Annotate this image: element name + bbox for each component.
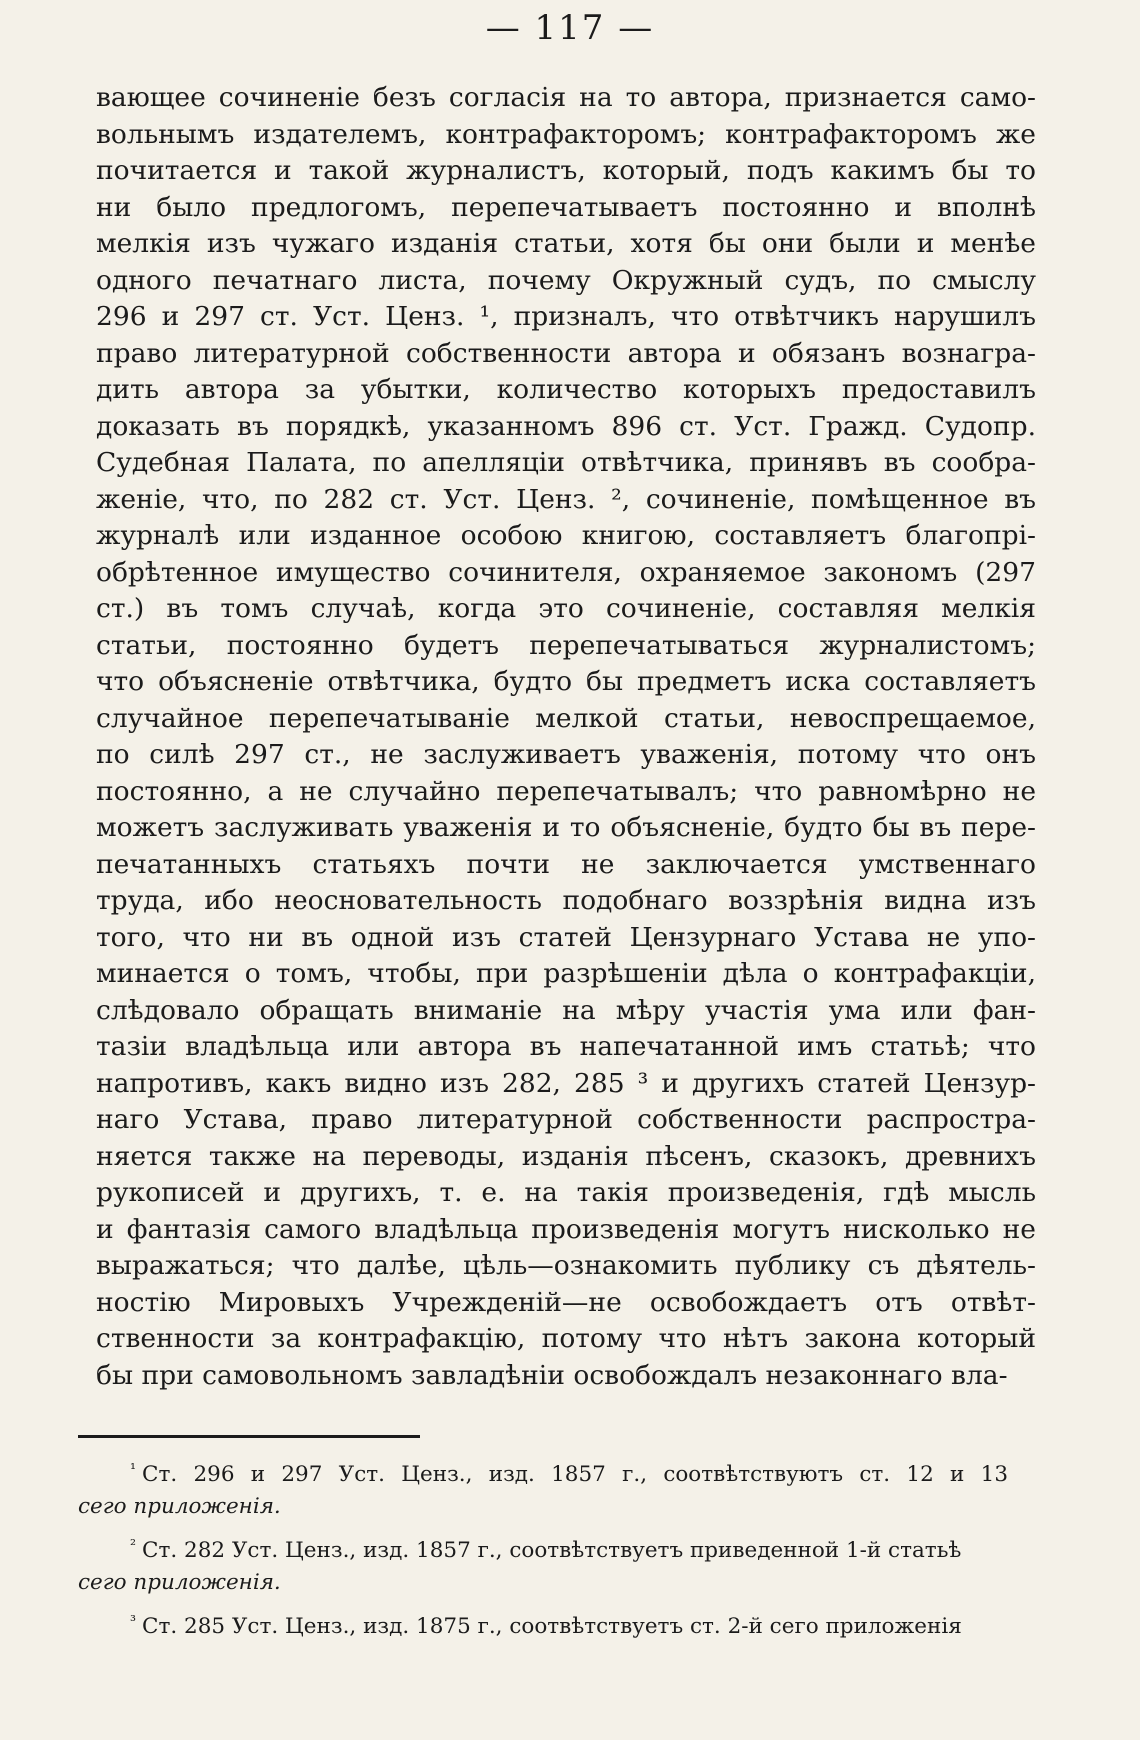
footnote-1-continuation: сего приложенія. <box>78 1494 281 1519</box>
body-line: печатанныхъ статьяхъ почти не заключается умственнаго <box>96 848 1036 880</box>
body-line: по силѣ 297 ст., не заслуживаетъ уваженія, потому что онъ <box>96 739 1036 770</box>
footnote-mark: ³ <box>130 1612 137 1630</box>
body-line: тазіи владѣльца или автора въ напечатанной имъ статьѣ; что <box>96 1031 1036 1062</box>
footnote-text: Ст. 296 и 297 Уст. Ценз., изд. 1857 г., соотвѣтствуютъ ст. 12 и 13 <box>142 1462 1008 1487</box>
body-line: мелкія изъ чужаго изданія статьи, хотя бы они были и менѣе <box>96 228 1036 259</box>
footnote-text: Ст. 285 Уст. Ценз., изд. 1875 г., соотвѣтствуетъ ст. 2-й сего приложенія <box>142 1614 962 1639</box>
body-line: вольнымъ издателемъ, контрафакторомъ; контрафакторомъ же <box>96 118 1036 150</box>
body-line: рукописей и другихъ, т. е. на такія произведенія, гдѣ мысль <box>96 1177 1036 1208</box>
body-line: ственности за контрафакцію, потому что нѣтъ закона который <box>96 1323 1036 1354</box>
body-line: можетъ заслуживать уваженія и то объясненіе, будто бы въ пере- <box>96 812 1036 843</box>
body-line: право литературной собственности автора и обязанъ вознагра- <box>96 337 1036 369</box>
body-line: слѣдовало обращать вниманіе на мѣру участія ума или фан- <box>96 994 1036 1026</box>
body-line: журналѣ или изданное особою книгою, составляетъ благопрі- <box>96 520 1036 551</box>
body-line: статьи, постоянно будетъ перепечатываться журналистомъ; <box>96 629 1036 661</box>
body-line: женіе, что, по 282 ст. Уст. Ценз. ², сочиненіе, помѣщенное въ <box>96 483 1036 515</box>
body-line: 296 и 297 ст. Уст. Ценз. ¹, призналъ, что отвѣтчикъ нарушилъ <box>96 301 1036 332</box>
body-line: ностію Мировыхъ Учрежденій—не освобождаетъ отъ отвѣт- <box>96 1286 1036 1318</box>
body-line: ст.) въ томъ случаѣ, когда это сочиненіе, составляя мелкія <box>96 593 1036 624</box>
body-line: что объясненіе отвѣтчика, будто бы предметъ иска составляетъ <box>96 666 1036 697</box>
body-line: няется также на переводы, изданія пѣсенъ, сказокъ, древнихъ <box>96 1140 1036 1172</box>
body-line: минается о томъ, чтобы, при разрѣшеніи дѣла о контрафакціи, <box>96 958 1036 989</box>
footnote-2-continuation: сего приложенія. <box>78 1570 281 1595</box>
body-line: труда, ибо неосновательность подобнаго воззрѣнія видна изъ <box>96 885 1036 916</box>
footnote-1 <box>78 1450 1008 1488</box>
footnote-mark: ¹ <box>130 1460 137 1478</box>
footnote-2 <box>78 1526 1008 1564</box>
footnotes <box>78 1450 1008 1640</box>
page-number: — 117 — <box>485 8 655 48</box>
body-line: напротивъ, какъ видно изъ 282, 285 ³ и другихъ статей Цензур- <box>96 1067 1036 1099</box>
body-line: обрѣтенное имущество сочинителя, охраняемое закономъ (297 <box>96 556 1036 588</box>
body-line: ни было предлогомъ, перепечатываетъ постоянно и вполнѣ <box>96 191 1036 223</box>
body-line: дить автора за убытки, количество которыхъ предоставилъ <box>96 374 1036 405</box>
body-line: случайное перепечатываніе мелкой статьи, невоспрещаемое, <box>96 702 1036 734</box>
body-line: выражаться; что далѣе, цѣль—ознакомить публику съ дѣятель- <box>96 1250 1036 1281</box>
body-line: Судебная Палата, по апелляціи отвѣтчика, принявъ въ сообра- <box>96 447 1036 478</box>
body-line: почитается и такой журналистъ, который, подъ какимъ бы то <box>96 155 1036 186</box>
footnote-text: Ст. 282 Уст. Ценз., изд. 1857 г., соотвѣтствуетъ приведенной 1-й статьѣ <box>142 1538 962 1563</box>
body-line: постоянно, а не случайно перепечатывалъ; что равномѣрно не <box>96 775 1036 807</box>
body-line: наго Устава, право литературной собственности распростра- <box>96 1104 1036 1135</box>
body-line: и фантазія самого владѣльца произведенія могутъ нисколько не <box>96 1213 1036 1245</box>
body-line: одного печатнаго листа, почему Окружный судъ, по смыслу <box>96 264 1036 296</box>
body-line: бы при самовольномъ завладѣніи освобождалъ незаконнаго вла- <box>96 1359 1008 1391</box>
body-line: того, что ни въ одной изъ статей Цензурнаго Устава не упо- <box>96 921 1036 953</box>
body-line: доказать въ порядкѣ, указанномъ 896 ст. Уст. Гражд. Судопр. <box>96 410 1036 442</box>
body-line: вающее сочиненіе безъ согласія на то автора, признается само- <box>96 82 1036 113</box>
footnote-divider <box>78 1435 420 1438</box>
footnote-mark: ² <box>130 1536 137 1554</box>
body-text <box>96 80 1036 1394</box>
footnote-3 <box>78 1602 1008 1640</box>
